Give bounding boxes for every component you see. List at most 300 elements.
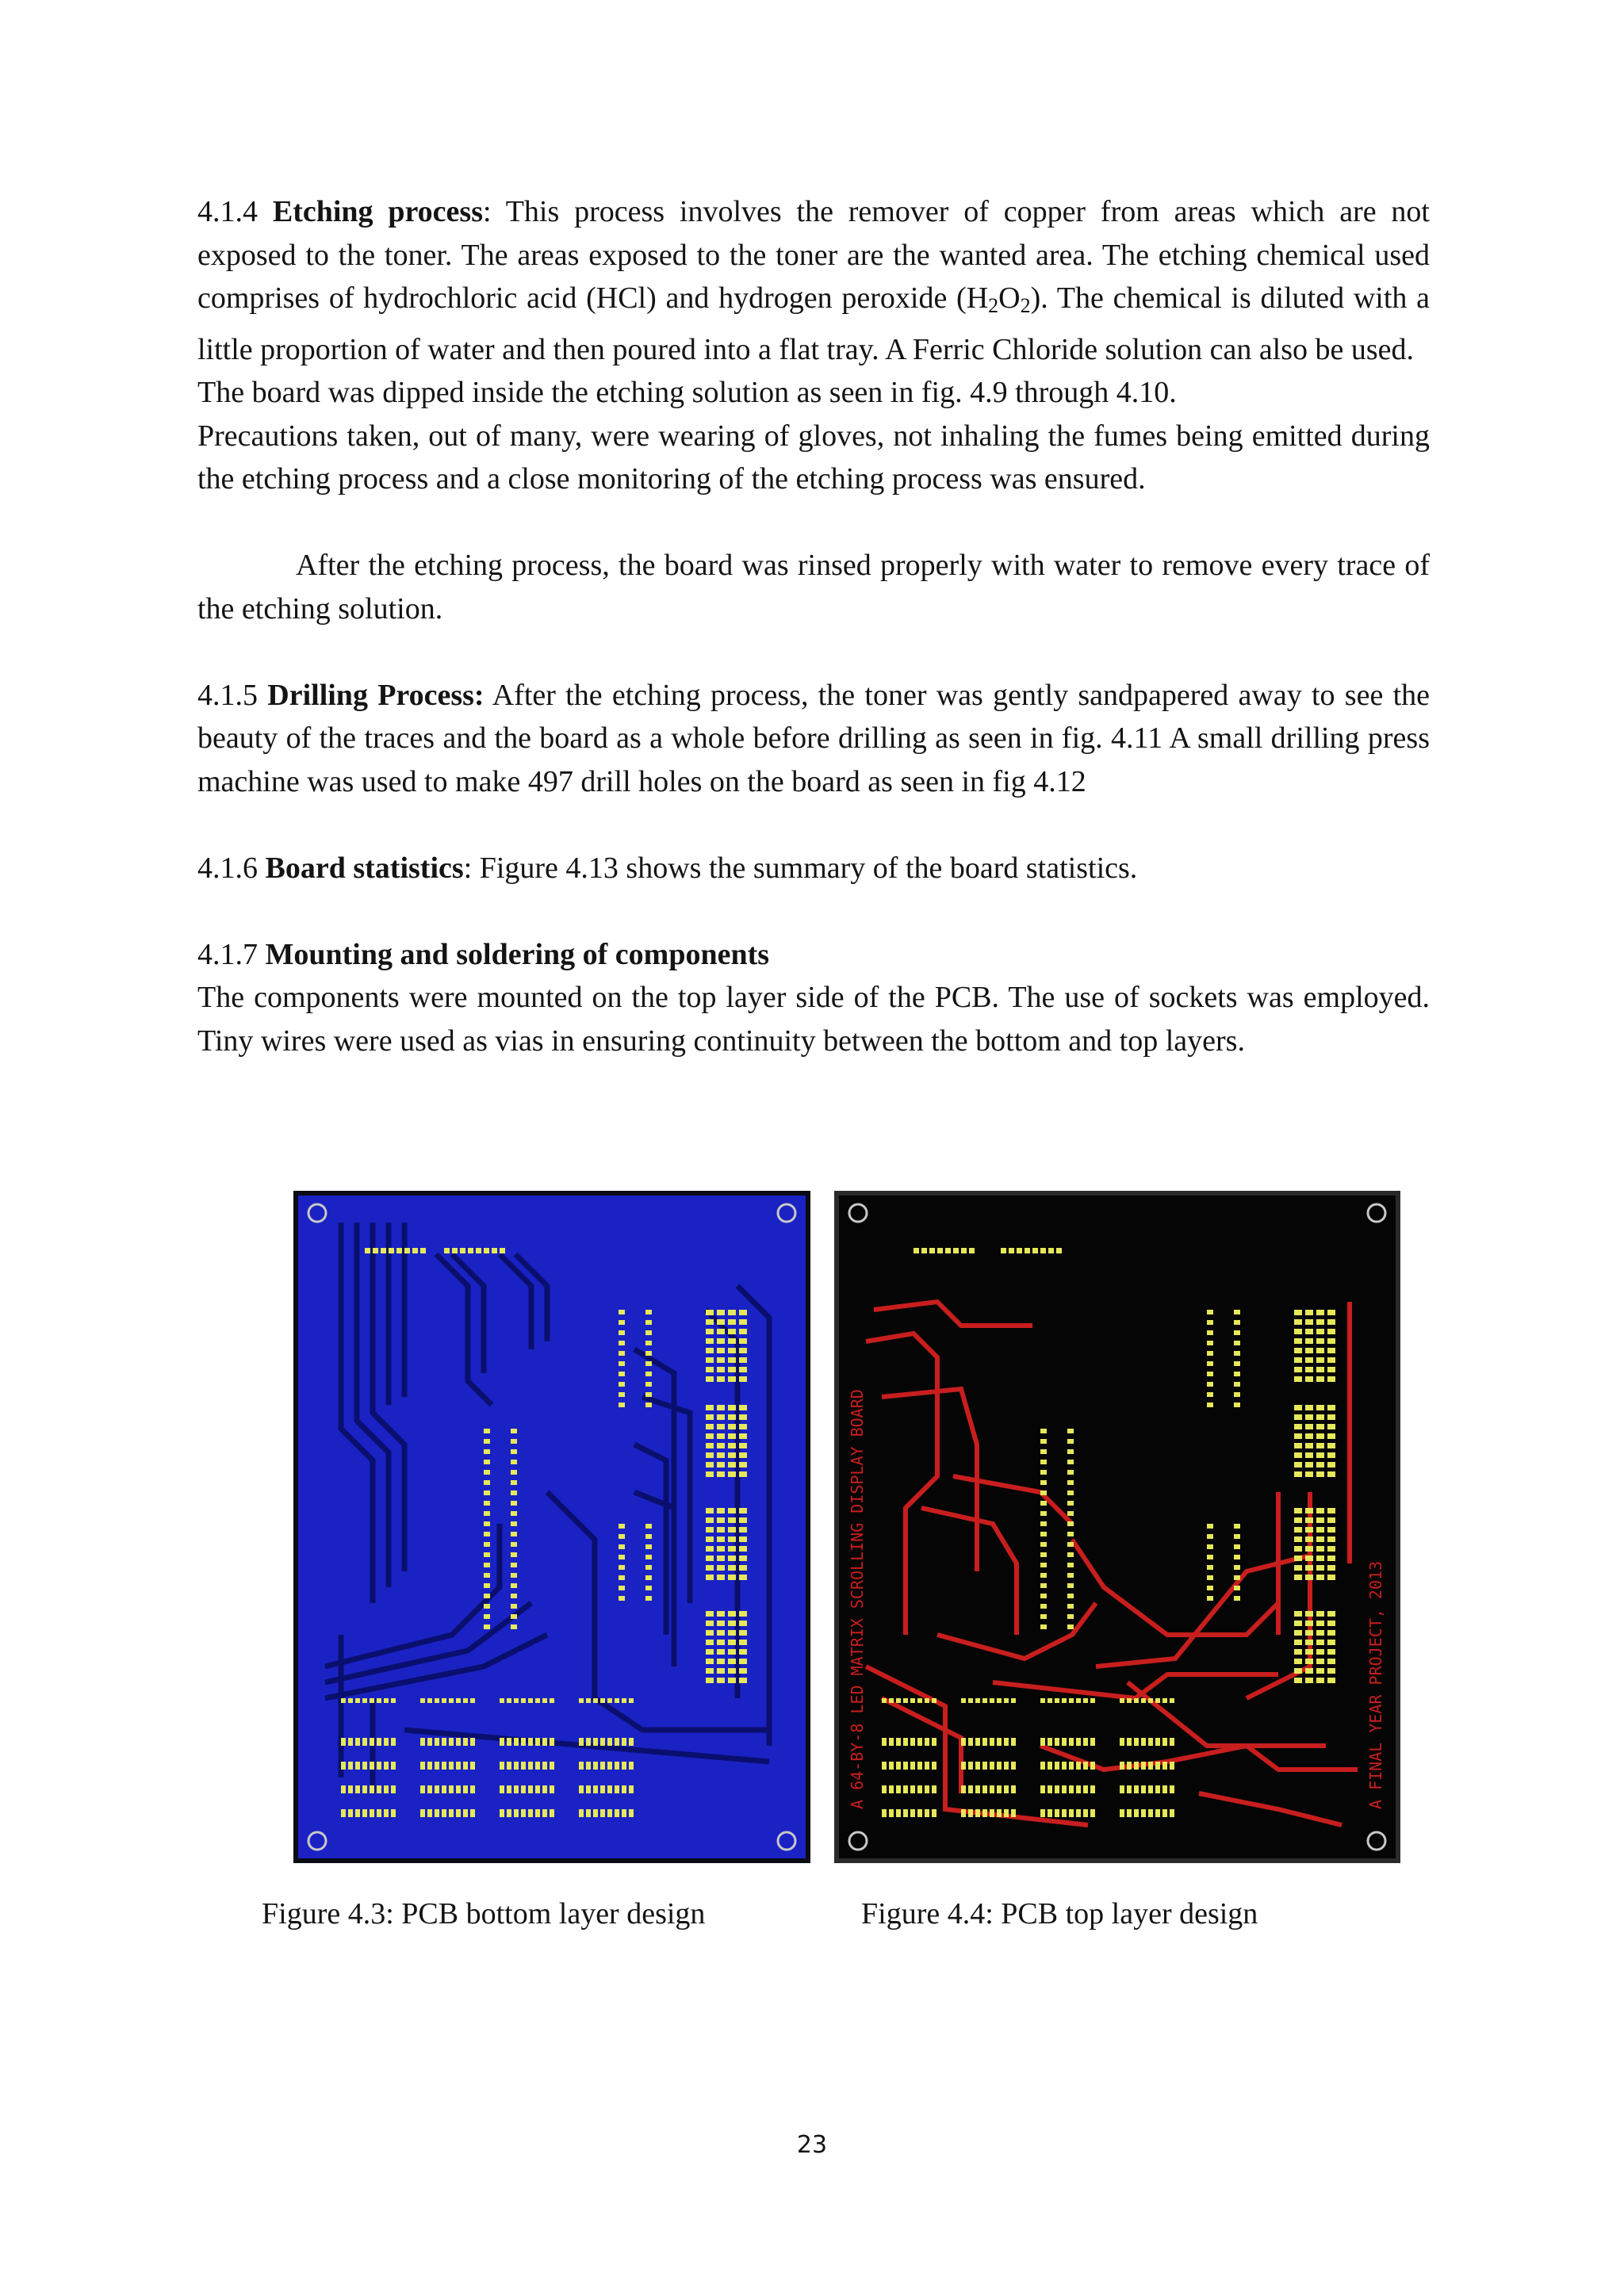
solder-pad — [593, 1738, 598, 1746]
solder-pad — [622, 1738, 626, 1746]
solder-pad — [889, 1738, 894, 1746]
solder-pad — [728, 1376, 736, 1382]
solder-pad — [619, 1544, 625, 1549]
solder-pad — [1327, 1376, 1335, 1382]
solder-pad — [645, 1361, 652, 1366]
solder-pad — [550, 1785, 554, 1793]
solder-pad — [728, 1367, 736, 1372]
solder-pad — [717, 1517, 725, 1523]
solder-pad — [1067, 1439, 1074, 1444]
solder-pad — [739, 1414, 747, 1420]
solder-pad — [882, 1785, 887, 1793]
solder-pad — [739, 1424, 747, 1429]
solder-pad — [925, 1809, 929, 1817]
solder-pad — [377, 1785, 381, 1793]
solder-pad — [1316, 1546, 1324, 1552]
solder-pad — [492, 1248, 497, 1253]
solder-pad — [1148, 1809, 1153, 1817]
solder-pad — [975, 1785, 980, 1793]
etching-text: O — [998, 281, 1021, 315]
solder-pad — [1327, 1329, 1335, 1334]
solder-pad — [456, 1698, 461, 1703]
solder-pad — [1040, 1532, 1047, 1536]
solder-pad — [463, 1762, 468, 1770]
solder-pad — [484, 1248, 489, 1253]
solder-pad — [500, 1785, 504, 1793]
solder-pad — [484, 1573, 490, 1578]
solder-pad — [511, 1480, 517, 1485]
solder-pad — [1170, 1698, 1174, 1703]
solder-pad — [1305, 1630, 1313, 1636]
solder-pad — [500, 1809, 504, 1817]
solder-pad — [1048, 1785, 1052, 1793]
solder-pad — [728, 1310, 736, 1315]
solder-pad — [937, 1248, 943, 1253]
solder-pad — [435, 1809, 439, 1817]
solder-pad — [1305, 1348, 1313, 1353]
etching-text: : This process involves the remover of copper from areas which are not exposed to the toner. The areas exposed to the toner are the wanted area. The etching chemical used comprises of hydrochloric acid (HCl) and hydrogen peroxide (H — [197, 195, 1430, 315]
solder-pad — [717, 1414, 725, 1420]
solder-pad — [1170, 1762, 1174, 1770]
solder-pad — [1305, 1471, 1313, 1477]
solder-pad — [452, 1248, 458, 1253]
solder-pad — [1327, 1517, 1335, 1523]
solder-pad — [535, 1738, 540, 1746]
solder-pad — [1025, 1248, 1030, 1253]
solder-pad — [932, 1698, 936, 1703]
solder-pad — [1294, 1668, 1302, 1674]
solder-pad — [717, 1319, 725, 1325]
solder-pad — [717, 1433, 725, 1439]
solder-pad — [706, 1565, 714, 1571]
solder-pad — [1305, 1546, 1313, 1552]
solder-pad — [717, 1678, 725, 1683]
solder-pad — [348, 1738, 353, 1746]
figure-pcb-top-layer — [834, 1191, 1400, 1863]
solder-pad — [706, 1443, 714, 1448]
solder-pad — [917, 1762, 922, 1770]
solder-pad — [882, 1809, 887, 1817]
solder-pad — [1327, 1536, 1335, 1542]
solder-pad — [629, 1698, 634, 1703]
solder-pad — [579, 1738, 584, 1746]
solder-pad — [1076, 1738, 1081, 1746]
solder-pad — [739, 1357, 747, 1363]
solder-pad — [1234, 1575, 1240, 1580]
solder-pad — [706, 1556, 714, 1561]
solder-pad — [1294, 1367, 1302, 1372]
solder-pad — [1040, 1460, 1047, 1464]
solder-pad — [384, 1809, 389, 1817]
solder-pad — [542, 1762, 547, 1770]
solder-pad — [593, 1698, 598, 1703]
solder-pad — [717, 1640, 725, 1645]
solder-pad — [1294, 1556, 1302, 1561]
solder-pad — [1040, 1552, 1047, 1557]
solder-pad — [1011, 1785, 1016, 1793]
solder-pad — [1234, 1351, 1240, 1356]
solder-pad — [586, 1785, 591, 1793]
solder-pad — [1040, 1490, 1047, 1495]
solder-pad — [728, 1556, 736, 1561]
board-side-label-right: A FINAL YEAR PROJECT, 2013 — [1366, 1560, 1385, 1809]
solder-pad — [1294, 1536, 1302, 1542]
solder-pad — [1170, 1809, 1174, 1817]
solder-pad — [1048, 1809, 1052, 1817]
solder-pad — [903, 1809, 908, 1817]
solder-pad — [706, 1659, 714, 1664]
solder-pad — [1294, 1452, 1302, 1458]
solder-pad — [882, 1738, 887, 1746]
solder-pad — [1305, 1508, 1313, 1513]
solder-pad — [1327, 1527, 1335, 1533]
solder-pad — [1207, 1361, 1213, 1366]
solder-pad — [1305, 1565, 1313, 1571]
solder-pad — [1305, 1338, 1313, 1344]
solder-pad — [1207, 1586, 1213, 1590]
solder-pad — [717, 1546, 725, 1552]
solder-pad — [535, 1698, 540, 1703]
solder-pad — [945, 1248, 951, 1253]
solder-pad — [622, 1762, 626, 1770]
solder-pad — [1294, 1471, 1302, 1477]
solder-pad — [961, 1698, 966, 1703]
solder-pad — [586, 1698, 591, 1703]
solder-pad — [1294, 1376, 1302, 1382]
solder-pad — [739, 1556, 747, 1561]
solder-pad — [391, 1738, 396, 1746]
solder-pad — [420, 1698, 425, 1703]
solder-pad — [1294, 1424, 1302, 1429]
solder-pad — [1069, 1738, 1074, 1746]
solder-pad — [1327, 1319, 1335, 1325]
section-number: 4.1.7 — [197, 937, 258, 971]
solder-pad — [739, 1546, 747, 1552]
solder-pad — [1076, 1762, 1081, 1770]
solder-pad — [717, 1357, 725, 1363]
solder-pad — [442, 1809, 446, 1817]
statistics-text: : Figure 4.13 shows the summary of the board statistics. — [463, 851, 1138, 885]
solder-pad — [739, 1338, 747, 1344]
solder-pad — [645, 1534, 652, 1539]
solder-pad — [511, 1542, 517, 1547]
section-number: 4.1.5 — [197, 678, 258, 712]
solder-pad — [484, 1552, 490, 1557]
solder-pad — [1234, 1330, 1240, 1335]
solder-pad — [1316, 1527, 1324, 1533]
solder-pad — [1141, 1809, 1146, 1817]
solder-pad — [1234, 1524, 1240, 1529]
solder-pad — [961, 1762, 966, 1770]
solder-pad — [507, 1785, 511, 1793]
solder-pad — [1127, 1785, 1132, 1793]
solder-pad — [1207, 1372, 1213, 1376]
solder-pad — [615, 1762, 619, 1770]
solder-pad — [910, 1698, 915, 1703]
solder-pad — [706, 1357, 714, 1363]
solder-pad — [1040, 1521, 1047, 1526]
solder-pad — [717, 1376, 725, 1382]
solder-pad — [511, 1573, 517, 1578]
solder-pad — [1076, 1809, 1081, 1817]
solder-pad — [1120, 1698, 1124, 1703]
solder-pad — [706, 1575, 714, 1580]
solder-pad — [739, 1678, 747, 1683]
solder-pad — [1207, 1544, 1213, 1549]
solder-pad — [717, 1575, 725, 1580]
solder-pad — [600, 1738, 605, 1746]
solder-pad — [607, 1698, 612, 1703]
solder-pad — [917, 1698, 922, 1703]
solder-pad — [1316, 1348, 1324, 1353]
solder-pad — [484, 1480, 490, 1485]
solder-pad — [982, 1738, 987, 1746]
solder-pad — [1067, 1501, 1074, 1506]
solder-pad — [1207, 1402, 1213, 1407]
solder-pad — [975, 1762, 980, 1770]
solder-pad — [717, 1611, 725, 1617]
solder-pad — [1294, 1319, 1302, 1325]
solder-pad — [1294, 1565, 1302, 1571]
solder-pad — [997, 1762, 1002, 1770]
solder-pad — [1011, 1809, 1016, 1817]
solder-pad — [1207, 1575, 1213, 1580]
solder-pad — [728, 1668, 736, 1674]
solder-pad — [619, 1320, 625, 1325]
solder-pad — [925, 1698, 929, 1703]
solder-pad — [1090, 1738, 1095, 1746]
solder-pad — [717, 1630, 725, 1636]
solder-pad — [739, 1611, 747, 1617]
solder-pad — [1316, 1621, 1324, 1626]
solder-pad — [1141, 1738, 1146, 1746]
solder-pad — [728, 1630, 736, 1636]
solder-pad — [1040, 1809, 1045, 1817]
solder-pad — [1062, 1785, 1067, 1793]
solder-pad — [1055, 1698, 1059, 1703]
solder-pad — [1305, 1640, 1313, 1645]
solder-pad — [717, 1424, 725, 1429]
solder-pad — [717, 1556, 725, 1561]
solder-pad — [1305, 1649, 1313, 1655]
solder-pad — [619, 1392, 625, 1397]
solder-pad — [1234, 1596, 1240, 1601]
solder-pad — [619, 1555, 625, 1559]
solder-pad — [739, 1508, 747, 1513]
solder-pad — [449, 1738, 454, 1746]
body-text — [197, 190, 1430, 1062]
solder-pad — [728, 1338, 736, 1344]
solder-pad — [1048, 1698, 1052, 1703]
solder-pad — [484, 1460, 490, 1464]
solder-pad — [921, 1248, 927, 1253]
mounting-heading-line — [197, 933, 1430, 977]
solder-pad — [1305, 1611, 1313, 1617]
solder-pad — [706, 1414, 714, 1420]
solder-pad — [739, 1452, 747, 1458]
solder-pad — [1316, 1310, 1324, 1315]
solder-pad — [1148, 1738, 1153, 1746]
solder-pad — [542, 1809, 547, 1817]
solder-pad — [889, 1698, 894, 1703]
solder-pad — [1316, 1678, 1324, 1683]
solder-pad — [1017, 1248, 1022, 1253]
solder-pad — [1162, 1809, 1167, 1817]
solder-pad — [1294, 1462, 1302, 1468]
solder-pad — [1067, 1480, 1074, 1485]
solder-pad — [717, 1348, 725, 1353]
solder-pad — [511, 1624, 517, 1629]
solder-pad — [511, 1552, 517, 1557]
solder-pad — [717, 1462, 725, 1468]
solder-pad — [645, 1382, 652, 1387]
solder-pad — [1294, 1348, 1302, 1353]
solder-pad — [1155, 1785, 1160, 1793]
solder-pad — [1067, 1532, 1074, 1536]
solder-pad — [917, 1809, 922, 1817]
solder-pad — [427, 1738, 432, 1746]
solder-pad — [1294, 1508, 1302, 1513]
statistics-paragraph — [197, 847, 1430, 890]
solder-pad — [1055, 1762, 1059, 1770]
solder-pad — [1305, 1424, 1313, 1429]
solder-pad — [968, 1762, 973, 1770]
solder-pad — [355, 1785, 360, 1793]
solder-pad — [1040, 1785, 1045, 1793]
solder-pad — [370, 1738, 374, 1746]
solder-pad — [1011, 1762, 1016, 1770]
solder-pad — [706, 1527, 714, 1533]
solder-pad — [511, 1449, 517, 1454]
solder-pad — [600, 1762, 605, 1770]
solder-pad — [435, 1762, 439, 1770]
solder-pad — [1305, 1527, 1313, 1533]
solder-pad — [1040, 1624, 1047, 1629]
solder-pad — [1327, 1546, 1335, 1552]
solder-pad — [739, 1405, 747, 1410]
solder-pad — [1170, 1738, 1174, 1746]
solder-pad — [1040, 1698, 1045, 1703]
solder-pad — [997, 1785, 1002, 1793]
solder-pad — [739, 1367, 747, 1372]
solder-pad — [500, 1248, 505, 1253]
solder-pad — [528, 1785, 533, 1793]
solder-pad — [412, 1248, 418, 1253]
solder-pad — [1207, 1555, 1213, 1559]
solder-pad — [615, 1785, 619, 1793]
solder-pad — [1127, 1762, 1132, 1770]
solder-pad — [535, 1785, 540, 1793]
solder-pad — [728, 1517, 736, 1523]
solder-pad — [1327, 1405, 1335, 1410]
solder-pad — [728, 1357, 736, 1363]
solder-pad — [1305, 1405, 1313, 1410]
solder-pad — [1062, 1698, 1067, 1703]
solder-pad — [593, 1762, 598, 1770]
solder-pad — [728, 1443, 736, 1448]
solder-pad — [739, 1536, 747, 1542]
solder-pad — [706, 1462, 714, 1468]
solder-pad — [1316, 1376, 1324, 1382]
solder-pad — [1316, 1536, 1324, 1542]
solder-pad — [975, 1809, 980, 1817]
solder-pad — [975, 1738, 980, 1746]
solder-pad — [728, 1452, 736, 1458]
solder-pad — [1120, 1785, 1124, 1793]
solder-pad — [1316, 1575, 1324, 1580]
section-number: 4.1.4 — [197, 195, 258, 228]
solder-pad — [511, 1501, 517, 1506]
subscript: 2 — [1020, 294, 1031, 317]
solder-pad — [1120, 1738, 1124, 1746]
solder-pad — [511, 1439, 517, 1444]
solder-pad — [1004, 1809, 1009, 1817]
solder-pad — [1062, 1738, 1067, 1746]
solder-pad — [470, 1809, 475, 1817]
solder-pad — [507, 1698, 511, 1703]
solder-pad — [1040, 1614, 1047, 1619]
solder-pad — [484, 1594, 490, 1598]
solder-pad — [728, 1471, 736, 1477]
solder-pad — [362, 1738, 367, 1746]
solder-pad — [706, 1433, 714, 1439]
solder-pad — [1316, 1424, 1324, 1429]
solder-pad — [1305, 1310, 1313, 1315]
solder-pad — [1327, 1443, 1335, 1448]
solder-pad — [373, 1248, 378, 1253]
solder-pad — [706, 1338, 714, 1344]
solder-pad — [507, 1809, 511, 1817]
solder-pad — [645, 1575, 652, 1580]
solder-pad — [982, 1785, 987, 1793]
solder-pad — [932, 1785, 936, 1793]
solder-pad — [391, 1762, 396, 1770]
solder-pad — [619, 1310, 625, 1314]
solder-pad — [355, 1762, 360, 1770]
solder-pad — [514, 1809, 519, 1817]
solder-pad — [717, 1329, 725, 1334]
solder-pad — [579, 1809, 584, 1817]
solder-pad — [511, 1521, 517, 1526]
solder-pad — [1056, 1248, 1062, 1253]
solder-pad — [1134, 1785, 1139, 1793]
solder-pad — [600, 1809, 605, 1817]
solder-pad — [362, 1809, 367, 1817]
solder-pad — [1120, 1809, 1124, 1817]
solder-pad — [1048, 1762, 1052, 1770]
solder-pad — [910, 1809, 915, 1817]
solder-pad — [1067, 1511, 1074, 1516]
solder-pad — [470, 1762, 475, 1770]
solder-pad — [607, 1762, 612, 1770]
solder-pad — [1067, 1552, 1074, 1557]
solder-pad — [607, 1809, 612, 1817]
solder-pad — [484, 1490, 490, 1495]
solder-pad — [1141, 1785, 1146, 1793]
solder-pad — [1032, 1248, 1038, 1253]
solder-pad — [1316, 1329, 1324, 1334]
solder-pad — [1040, 1762, 1045, 1770]
solder-pad — [1316, 1565, 1324, 1571]
solder-pad — [377, 1762, 381, 1770]
solder-pad — [1234, 1392, 1240, 1397]
precautions-paragraph: Precautions taken, out of many, were wearing of gloves, not inhaling the fumes being emitted during the etching process and a close monitoring of the etching process was ensured. — [197, 419, 1430, 496]
solder-pad — [1327, 1668, 1335, 1674]
solder-pad — [706, 1329, 714, 1334]
solder-pad — [706, 1678, 714, 1683]
solder-pad — [929, 1248, 935, 1253]
solder-pad — [362, 1698, 367, 1703]
